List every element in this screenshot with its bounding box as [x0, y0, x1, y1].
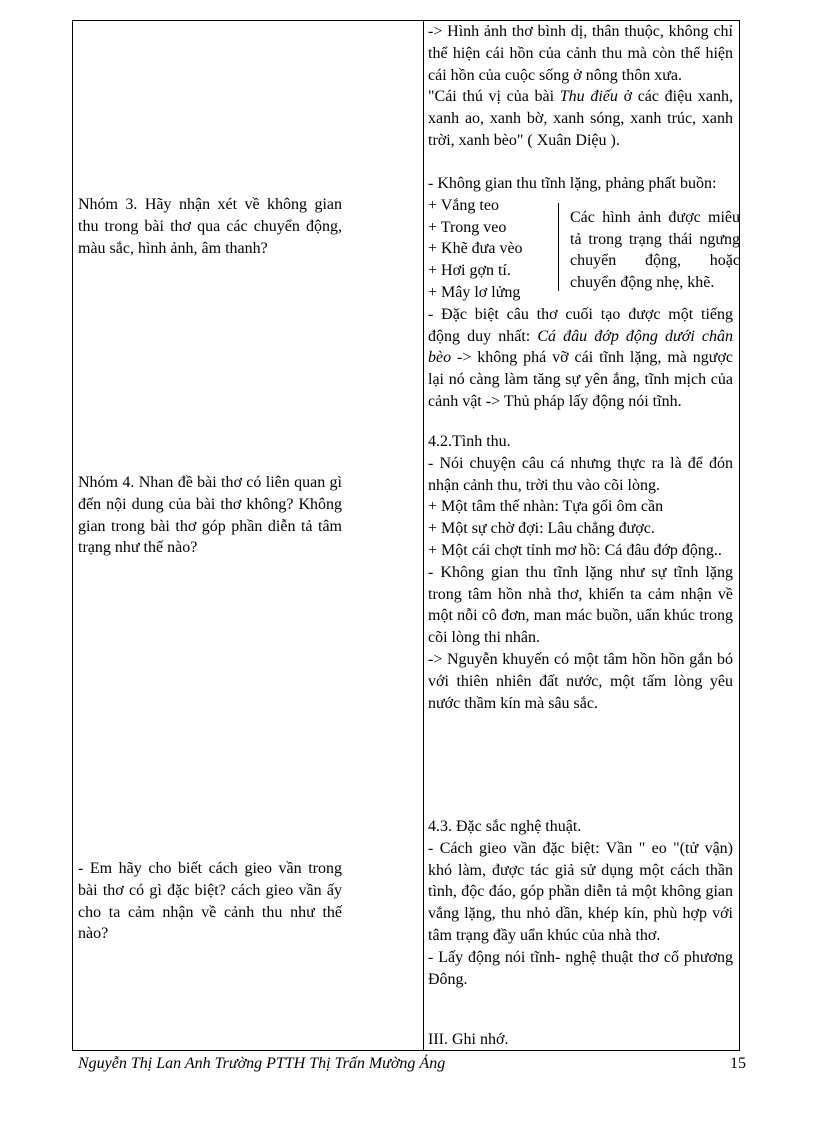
quote-text-a: "Cái thú vị của bài: [428, 88, 560, 106]
footer-author: Nguyễn Thị Lan Anh Trường PTTH Thị Trấn Mường Ảng: [78, 1055, 446, 1072]
image-list-items: [428, 195, 553, 304]
section-heading: 4.3. Đặc sắc nghệ thuật.: [428, 818, 582, 835]
list-item: + Trong veo: [428, 218, 507, 236]
quote-paragraph: [428, 86, 733, 151]
question-group-4: Nhóm 4. Nhan đề bài thơ có liên quan gì đến nội dung của bài thơ không? Không gian trong bài thơ góp phần diễn tả tâm trạng như thế nào?: [78, 474, 342, 557]
paragraph: + Một tâm thế nhàn: Tựa gối ôm cần: [428, 498, 664, 516]
sound-quote: Cá đâu đớp động dưới chân bèo: [428, 327, 733, 367]
space-intro: - Không gian thu tĩnh lặng, phảng phất buồn:: [428, 175, 717, 192]
content-table: [72, 20, 740, 1051]
image-list: [428, 195, 740, 304]
paragraph: - Nói chuyện câu cá nhưng thực ra là để đón nhận cảnh thu, trời thu vào cõi lòng.: [428, 454, 733, 494]
page-number: 15: [730, 1055, 746, 1072]
paragraph: + Một sự chờ đợi: Lâu chẳng được.: [428, 520, 655, 538]
list-item: + Vắng teo: [428, 196, 499, 214]
list-item: + Hơi gợn tí.: [428, 262, 511, 280]
paragraph: -> Hình ảnh thơ bình dị, thân thuộc, không chỉ thể hiện cái hồn của cảnh thu mà còn thể hiện cái hồn của cuộc sống ở nông thôn xưa.: [428, 23, 733, 84]
sound-text-a: - Đặc biệt câu thơ cuối tạo được một tiếng động duy nhất:: [428, 305, 733, 345]
paragraph: -> Nguyễn khuyến có một tâm hồn hồn gắn bó với thiên nhiên đất nước, một tấm lòng yêu nước thầm kín mà sâu sắc.: [428, 650, 733, 712]
section-heading: 4.2.Tình thu.: [428, 433, 511, 450]
page-footer: [78, 1055, 746, 1073]
column-divider: [423, 21, 424, 1050]
image-list-description: Các hình ảnh được miêu tả trong trạng thái ngưng chuyển động, hoặc chuyển động nhẹ, khẽ.: [570, 208, 740, 292]
bracket-line: [558, 203, 559, 291]
poem-title: Thu điếu: [559, 88, 618, 106]
section-4-2: [428, 431, 733, 714]
paragraph: - Cách gieo vần đặc biệt: Vần " eo "(tử vận) khó làm, được tác giả sử dụng một cách thần tình, độc đáo, góp phần diễn tả một không gian vắng lặng, thu nhỏ dần, khép kín, phù hợp với tâm trạng đầy uẩn khúc của nhà thơ.: [428, 839, 733, 944]
paragraph: + Một cái chợt tỉnh mơ hồ: Cá đâu đớp động..: [428, 541, 722, 559]
section-3-heading: III. Ghi nhớ.: [428, 1031, 509, 1048]
paragraph: - Không gian thu tĩnh lặng như sự tĩnh lặng trong tâm hồn nhà thơ, khiến ta cảm nhận về một nỗi cô đơn, man mác buồn, uẩn khúc trong cõi lòng thi nhân.: [428, 563, 733, 647]
paragraph: - Lấy động nói tĩnh- nghệ thuật thơ cổ phương Đông.: [428, 948, 733, 988]
sound-paragraph: [428, 304, 733, 413]
answer-intro: [428, 21, 733, 152]
answer-group-3: [428, 173, 740, 413]
question-group-3: Nhóm 3. Hãy nhận xét về không gian thu trong bài thơ qua các chuyển động, màu sắc, hình ảnh, âm thanh?: [78, 196, 342, 257]
sound-text-b: -> không phá vỡ cái tĩnh lặng, mà ngược lại nó càng làm tăng sự yên ắng, tĩnh mịch của cảnh vật -> Thủ pháp lấy động nói tĩnh.: [428, 349, 733, 410]
list-item: + Khẽ đưa vèo: [428, 240, 523, 258]
question-rhyme: - Em hãy cho biết cách gieo vần trong bài thơ có gì đặc biệt? cách gieo vần ấy cho ta cảm nhận về cảnh thu như thế nào?: [78, 860, 342, 943]
section-4-3: [428, 816, 733, 990]
quote-text-b: ở các điệu xanh, xanh ao, xanh bờ, xanh sóng, xanh trúc, xanh trời, xanh bèo" ( Xuân Diệu ).: [428, 88, 733, 149]
list-item: + Mây lơ lửng: [428, 283, 521, 301]
